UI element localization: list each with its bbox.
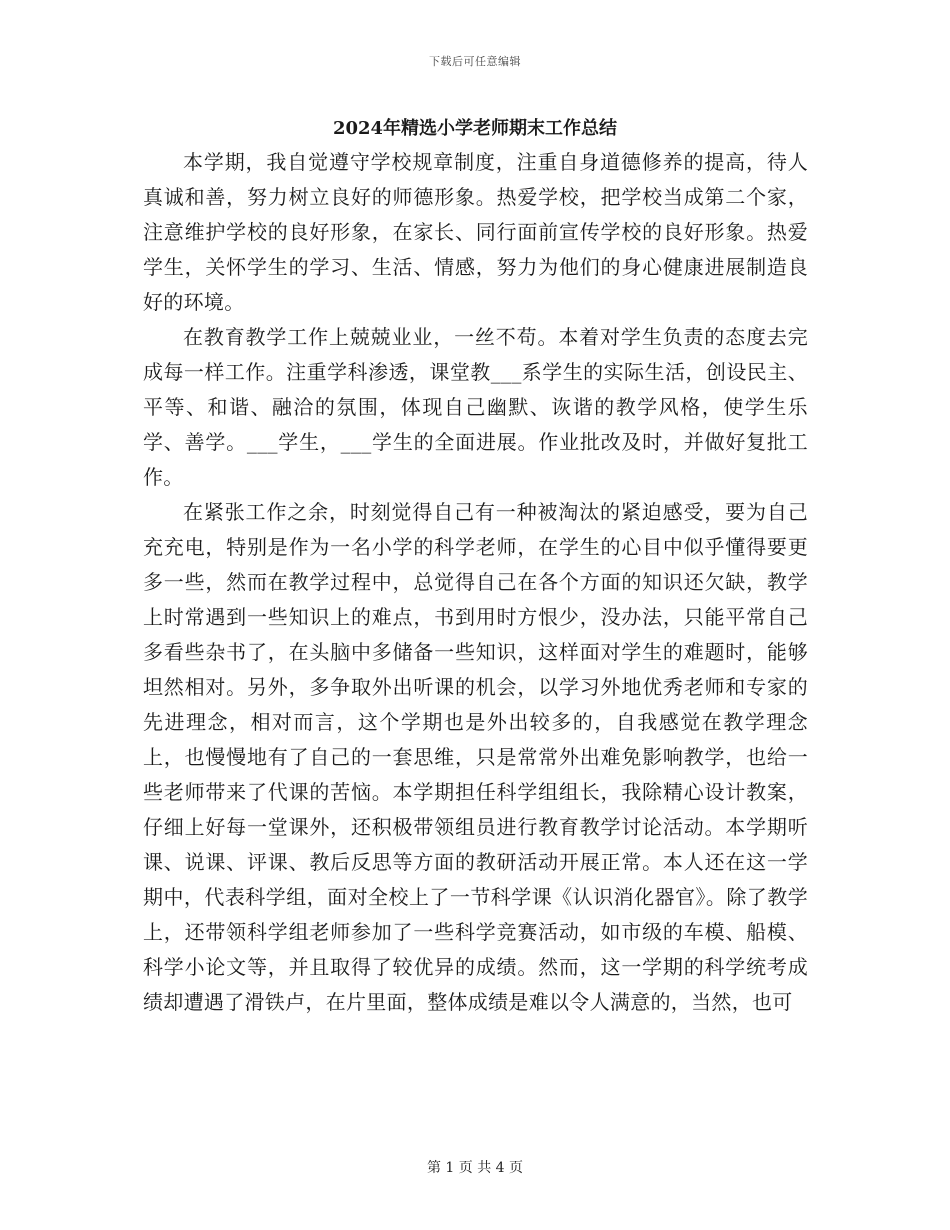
paragraph-3: 在紧张工作之余，时刻觉得自己有一种被淘汰的紧迫感受，要为自己充充电，特别是作为一名小学的科学老师，在学生的心目中似乎懂得要更多一些，然而在教学过程中，总觉得自己在各个方面的知识还欠缺，教学上时常遇到一些知识上的难点，书到用时方恨少，没办法，只能平常自己多看些杂书了，在头脑中多储备一些知识，这样面对学生的难题时，能够坦然相对。另外，多争取外出听课的机会，以学习外地优秀老师和专家的先进理念，相对而言，这个学期也是外出较多的，自我感觉在教学理念上，也慢慢地有了自己的一套思维，只是常常外出难免影响教学，也给一些老师带来了代课的苦恼。本学期担任科学组组长，我除精心设计教案，仔细上好每一堂课外，还积极带领组员进行教育教学讨论活动。本学期听课、说课、评课、教后反思等方面的教研活动开展正常。本人还在这一学期中，代表科学组，面对全校上了一节科学课《认识消化器官》。除了教学上，还带领科学组老师参加了一些科学竞赛活动，如市级的车模、船模、科学小论文等，并且取得了较优异的成绩。然而，这一学期的科学统考成绩却遭遇了滑铁卢，在片里面，整体成绩是难以令人满意的，当然，也可 (143, 500, 808, 1014)
document-title: 2024年精选小学老师期末工作总结 (332, 118, 618, 139)
paragraph-2: 在教育教学工作上兢兢业业，一丝不苟。本着对学生负责的态度去完成每一样工作。注重学科渗透，课堂教___系学生的实际生活，创设民主、平等、和谐、融洽的氛围，体现自己幽默、诙谐的教学风格，使学生乐学、善学。___学生，___学生的全面进展。作业批改及时，并做好复批工作。 (143, 325, 808, 489)
document-body (143, 145, 808, 1020)
page-number: 第 1 页 共 4 页 (426, 1160, 524, 1176)
paragraph-1: 本学期，我自觉遵守学校规章制度，注重自身道德修养的提高，待人真诚和善，努力树立良好的师德形象。热爱学校，把学校当成第二个家，注意维护学校的良好形象，在家长、同行面前宣传学校的良好形象。热爱学生，关怀学生的学习、生活、情感，努力为他们的身心健康进展制造良好的环境。 (143, 150, 808, 314)
page-header-note: 下载后可任意编辑 (429, 55, 521, 68)
